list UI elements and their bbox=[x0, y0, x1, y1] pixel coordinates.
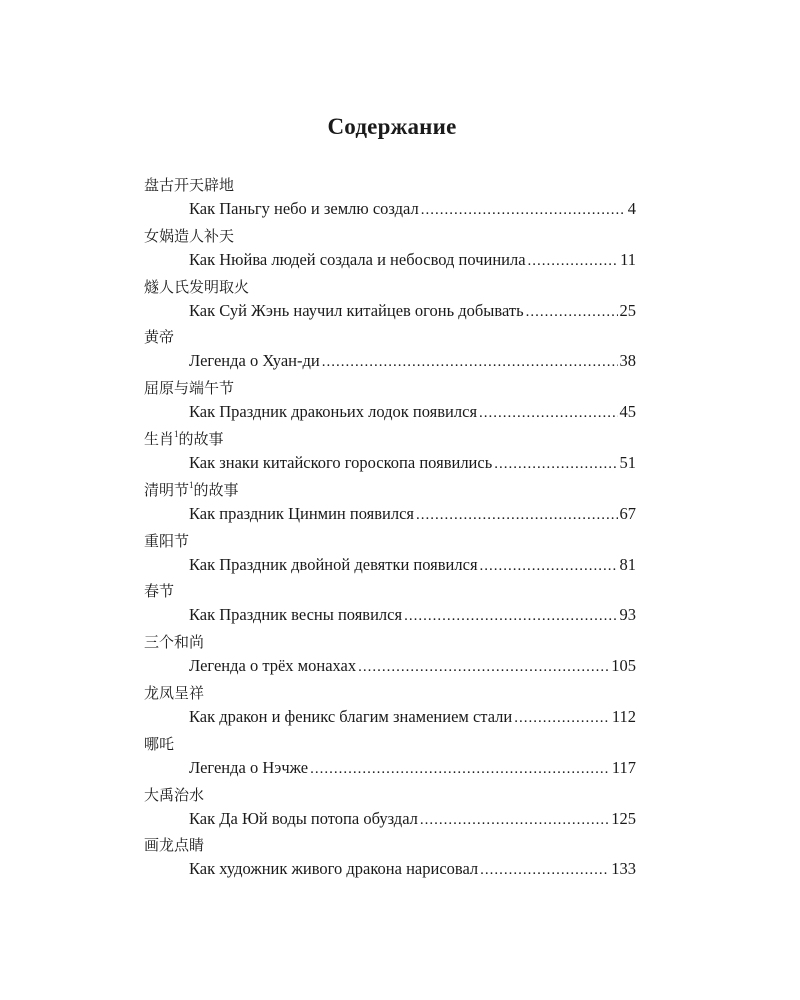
chinese-title-text: 生肖 bbox=[144, 429, 175, 448]
russian-title: Легенда о Хуан-ди bbox=[189, 351, 320, 371]
page-number: 125 bbox=[611, 808, 636, 828]
footnote-marker: 1 bbox=[174, 428, 179, 439]
chinese-title-text: 女娲造人补天 bbox=[144, 226, 235, 245]
chinese-title bbox=[144, 276, 636, 299]
toc-link[interactable] bbox=[189, 857, 636, 882]
dot-leader bbox=[479, 401, 617, 425]
table-of-contents bbox=[144, 174, 636, 885]
chinese-title bbox=[144, 784, 636, 807]
chinese-title-text: 屈原与端午节 bbox=[144, 379, 235, 398]
chinese-title-text: 大禹治水 bbox=[144, 785, 205, 804]
page-number: 112 bbox=[611, 706, 636, 726]
russian-title: Как Нюйва людей создала и небосвод починила bbox=[189, 249, 526, 269]
russian-title: Как знаки китайского гороскопа появились bbox=[189, 452, 493, 472]
russian-title: Как Да Юй воды потопа обуздал bbox=[189, 808, 418, 828]
russian-title: Как Праздник весны появился bbox=[189, 605, 403, 625]
toc-entry bbox=[144, 733, 636, 784]
chinese-title bbox=[144, 530, 636, 553]
russian-title: Как Суй Жэнь научил китайцев огонь добывать bbox=[189, 300, 524, 320]
dot-leader bbox=[322, 350, 618, 374]
page-number: 117 bbox=[611, 757, 636, 777]
toc-link[interactable] bbox=[189, 705, 636, 730]
page-number: 11 bbox=[620, 249, 636, 269]
dot-leader bbox=[404, 604, 617, 628]
russian-title: Как Праздник двойной девятки появился bbox=[189, 554, 478, 574]
chinese-title bbox=[144, 834, 636, 857]
toc-link[interactable] bbox=[189, 299, 636, 324]
chinese-title-text: 三个和尚 bbox=[144, 633, 205, 652]
dot-leader bbox=[526, 300, 618, 324]
footnote-marker: 1 bbox=[189, 479, 194, 490]
chinese-title bbox=[144, 479, 636, 502]
toc-link[interactable] bbox=[189, 654, 636, 679]
russian-title: Как Паньгу небо и землю создал bbox=[189, 199, 419, 218]
dot-leader bbox=[514, 706, 610, 730]
dot-leader bbox=[421, 198, 626, 222]
chinese-title-text: 画龙点睛 bbox=[144, 836, 205, 855]
toc-entry bbox=[144, 784, 636, 835]
chinese-title bbox=[144, 682, 636, 705]
page-number: 93 bbox=[619, 605, 636, 625]
toc-entry bbox=[144, 834, 636, 885]
chinese-title bbox=[144, 631, 636, 654]
page-title: Содержание bbox=[327, 114, 457, 139]
toc-link[interactable] bbox=[189, 451, 636, 476]
toc-entry bbox=[144, 580, 636, 631]
page-number: 51 bbox=[619, 452, 636, 472]
page-number: 4 bbox=[627, 199, 636, 218]
page-number: 45 bbox=[619, 402, 636, 422]
toc-link[interactable] bbox=[189, 603, 636, 628]
dot-leader bbox=[310, 757, 610, 781]
chinese-title-text: 黄帝 bbox=[144, 328, 175, 347]
toc-link[interactable] bbox=[189, 553, 636, 578]
toc-link[interactable] bbox=[189, 502, 636, 527]
chinese-title bbox=[144, 580, 636, 603]
toc-link[interactable] bbox=[189, 807, 636, 832]
toc-entry bbox=[144, 631, 636, 682]
russian-title: Как художник живого дракона нарисовал bbox=[189, 859, 479, 879]
russian-title: Легенда о Нэчже bbox=[189, 757, 309, 777]
toc-entry bbox=[144, 225, 636, 276]
chinese-title bbox=[144, 733, 636, 756]
chinese-title bbox=[144, 174, 636, 197]
toc-entry bbox=[144, 479, 636, 530]
russian-title: Как дракон и феникс благим знамением стали bbox=[189, 706, 513, 726]
chinese-title-suffix: 的故事 bbox=[178, 429, 224, 448]
page-number: 25 bbox=[619, 300, 636, 320]
dot-leader bbox=[416, 503, 618, 527]
page-number: 105 bbox=[611, 656, 636, 676]
chinese-title bbox=[144, 428, 636, 451]
toc-entry bbox=[144, 530, 636, 581]
toc-entry bbox=[144, 174, 636, 225]
toc-entry bbox=[144, 377, 636, 428]
dot-leader bbox=[358, 655, 609, 679]
toc-link[interactable] bbox=[189, 197, 636, 222]
dot-leader bbox=[480, 554, 618, 578]
toc-link[interactable] bbox=[189, 349, 636, 374]
chinese-title bbox=[144, 225, 636, 248]
toc-entry bbox=[144, 276, 636, 327]
russian-title: Легенда о трёх монахах bbox=[189, 656, 357, 676]
chinese-title-text: 重阳节 bbox=[144, 531, 190, 550]
toc-entry bbox=[144, 682, 636, 733]
toc-entry bbox=[144, 428, 636, 479]
page-number: 67 bbox=[619, 503, 636, 523]
chinese-title-text: 哪吒 bbox=[144, 734, 175, 753]
russian-title: Как праздник Цинмин появился bbox=[189, 503, 414, 523]
dot-leader bbox=[420, 808, 609, 832]
dot-leader bbox=[528, 249, 619, 273]
chinese-title-suffix: 的故事 bbox=[193, 480, 239, 499]
page-number: 38 bbox=[619, 351, 636, 371]
chinese-title bbox=[144, 377, 636, 400]
russian-title: Как Праздник драконьих лодок появился bbox=[189, 402, 478, 422]
toc-link[interactable] bbox=[189, 400, 636, 425]
chinese-title-text: 龙凤呈祥 bbox=[144, 683, 205, 702]
dot-leader bbox=[494, 452, 617, 476]
dot-leader bbox=[480, 858, 609, 882]
toc-link[interactable] bbox=[189, 756, 636, 781]
chinese-title-text: 盘古开天辟地 bbox=[144, 176, 235, 194]
chinese-title-text: 春节 bbox=[144, 582, 175, 601]
toc-entry bbox=[144, 326, 636, 377]
chinese-title-text: 清明节 bbox=[144, 480, 190, 499]
page-number: 133 bbox=[611, 859, 636, 879]
chinese-title-text: 燧人氏发明取火 bbox=[144, 277, 250, 296]
chinese-title bbox=[144, 326, 636, 349]
toc-link[interactable] bbox=[189, 248, 636, 273]
page-number: 81 bbox=[619, 554, 636, 574]
